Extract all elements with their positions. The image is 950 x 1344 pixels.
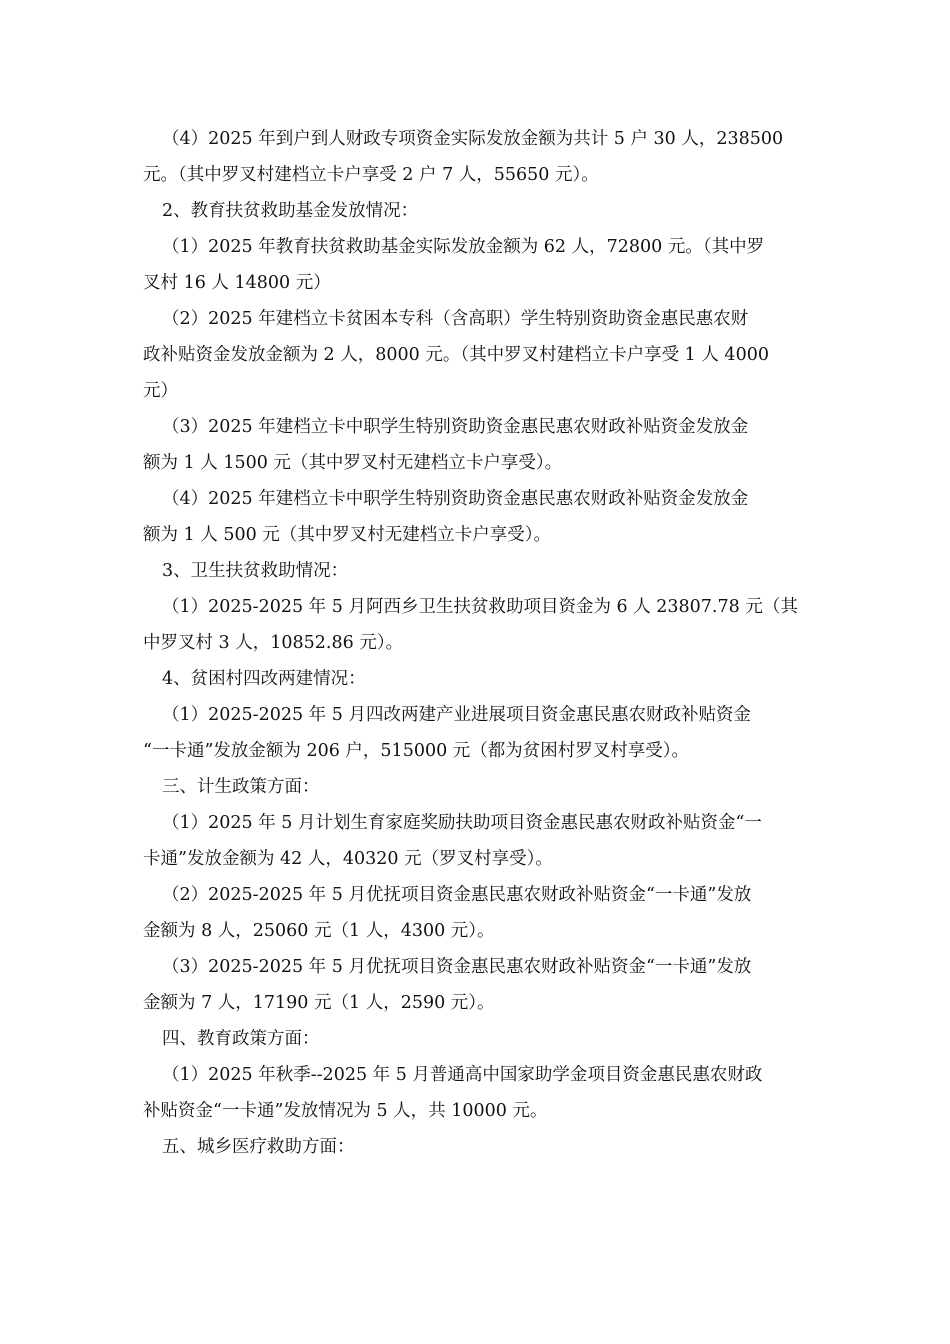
- text-line: 补贴资金“一卡通”发放情况为 5 人，共 10000 元。: [143, 1101, 548, 1121]
- text-line: （1）2025 年 5 月计划生育家庭奖励扶助项目资金惠民惠农财政补贴资金“一: [162, 813, 762, 833]
- text-line: （1）2025 年教育扶贫救助基金实际发放金额为 62 人，72800 元。（其中罗: [162, 237, 765, 257]
- text-line: （4）2025 年建档立卡中职学生特别资助资金惠民惠农财政补贴资金发放金: [162, 489, 749, 509]
- paragraph: [143, 589, 811, 661]
- paragraph: [143, 481, 811, 553]
- text-line: “一卡通”发放金额为 206 户，515000 元（都为贫困村罗叉村享受）。: [143, 741, 690, 761]
- section-heading: [143, 193, 811, 229]
- text-line: （1）2025-2025 年 5 月四改两建产业进展项目资金惠民惠农财政补贴资金: [162, 705, 751, 725]
- section-heading: [143, 661, 811, 697]
- section-heading: [143, 553, 811, 589]
- text-line: （2）2025 年建档立卡贫困本专科（含高职）学生特别资助资金惠民惠农财: [162, 309, 749, 329]
- section-heading: [143, 769, 811, 805]
- text-line: 额为 1 人 1500 元（其中罗叉村无建档立卡户享受）。: [143, 453, 563, 473]
- document-body: [143, 121, 811, 1165]
- text-line: 政补贴资金发放金额为 2 人，8000 元。（其中罗叉村建档立卡户享受 1 人 4000: [143, 345, 769, 365]
- text-line: 金额为 8 人，25060 元（1 人，4300 元）。: [143, 921, 495, 941]
- text-line: （4）2025 年到户到人财政专项资金实际发放金额为共计 5 户 30 人，238500: [162, 129, 784, 149]
- text-line: 叉村 16 人 14800 元）: [143, 273, 331, 293]
- paragraph: [143, 409, 811, 481]
- text-line: （1）2025 年秋季--2025 年 5 月普通高中国家助学金项目资金惠民惠农财政: [162, 1065, 763, 1085]
- paragraph: [143, 697, 811, 769]
- paragraph: [143, 121, 811, 193]
- paragraph: [143, 1057, 811, 1129]
- paragraph: [143, 805, 811, 877]
- text-line: 四、教育政策方面：: [162, 1029, 320, 1049]
- text-line: （3）2025-2025 年 5 月优抚项目资金惠民惠农财政补贴资金“一卡通”发放: [162, 957, 752, 977]
- section-heading: [143, 1021, 811, 1057]
- paragraph: [143, 229, 811, 301]
- paragraph: [143, 301, 811, 409]
- text-line: 3、卫生扶贫救助情况：: [162, 561, 349, 581]
- text-line: 三、计生政策方面：: [162, 777, 320, 797]
- text-line: 额为 1 人 500 元（其中罗叉村无建档立卡户享受）。: [143, 525, 552, 545]
- text-line: 卡通”发放金额为 42 人，40320 元（罗叉村享受）。: [143, 849, 553, 869]
- text-line: 金额为 7 人，17190 元（1 人，2590 元）。: [143, 993, 495, 1013]
- text-line: 元）: [143, 381, 178, 401]
- text-line: 4、贫困村四改两建情况：: [162, 669, 366, 689]
- text-line: （2）2025-2025 年 5 月优抚项目资金惠民惠农财政补贴资金“一卡通”发放: [162, 885, 752, 905]
- paragraph: [143, 949, 811, 1021]
- section-heading: [143, 1129, 811, 1165]
- text-line: （1）2025-2025 年 5 月阿西乡卫生扶贫救助项目资金为 6 人 23807.78 元（其: [162, 597, 798, 617]
- text-line: 中罗叉村 3 人，10852.86 元）。: [143, 633, 404, 653]
- paragraph: [143, 877, 811, 949]
- text-line: 2、教育扶贫救助基金发放情况：: [162, 201, 419, 221]
- text-line: 五、城乡医疗救助方面：: [162, 1137, 355, 1157]
- text-line: 元。（其中罗叉村建档立卡户享受 2 户 7 人，55650 元）。: [143, 165, 599, 185]
- text-line: （3）2025 年建档立卡中职学生特别资助资金惠民惠农财政补贴资金发放金: [162, 417, 749, 437]
